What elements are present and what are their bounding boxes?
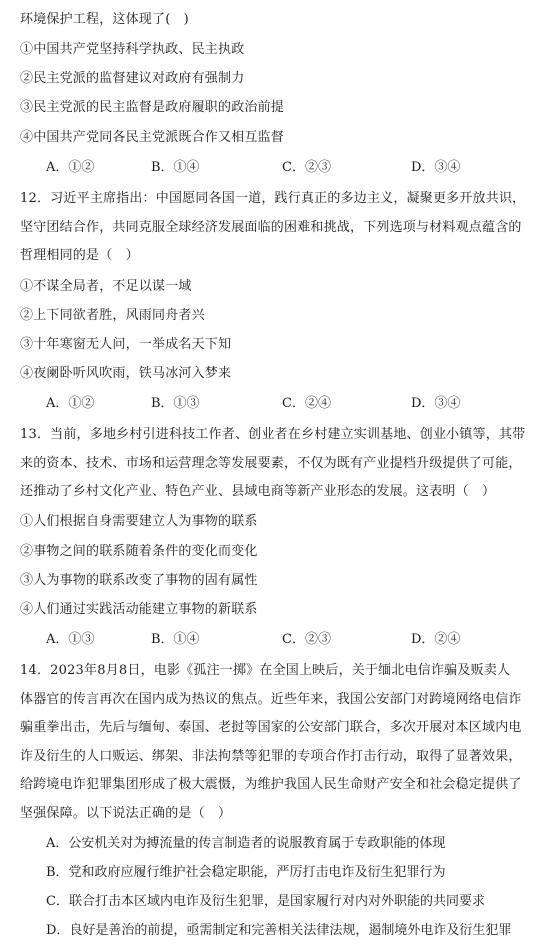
q12-stem-line-3: 哲理相同的是（ ） (20, 248, 139, 263)
q11-item-3: ③民主党派的民主监督是政府履职的政治前提 (20, 100, 285, 115)
q13-item-1: ①人们根据自身需要建立人为事物的联系 (20, 514, 258, 529)
q14-stem-line-4: 诈及衍生的人口贩运、绑架、非法拘禁等犯罪的专项合作打击行动，取得了显著效果， (20, 749, 522, 764)
q13-option-a[interactable]: A．①③ (46, 632, 95, 647)
q12-item-4: ④夜阑卧听风吹雨，铁马冰河入梦来 (20, 366, 232, 381)
q14-option-a[interactable]: A．公安机关对为搏流量的传言制造者的说服教育属于专政职能的体现 (46, 836, 446, 851)
q14-stem-line-3: 骗重拳出击，先后与缅甸、泰国、老挝等国家的公安部门联合，多次开展对本区域内电 (20, 720, 522, 735)
q14-option-b[interactable]: B．党和政府应履行维护社会稳定职能，严厉打击电诈及衍生犯罪行为 (46, 865, 446, 880)
q13-item-4: ④人们通过实践活动能建立事物的新联系 (20, 602, 258, 617)
q11-option-d[interactable]: D．③④ (411, 160, 461, 175)
q13-option-c[interactable]: C．②③ (282, 632, 331, 647)
q14-stem-line-6: 坚强保障。以下说法正确的是（ ） (20, 806, 232, 821)
q13-stem-line-1: 13．当前，多地乡村引进科技工作者、创业者在乡村建立实训基地、创业小镇等，其带 (20, 427, 526, 442)
q12-item-2: ②上下同欲者胜，风雨同舟者兴 (20, 308, 205, 323)
q12-option-d[interactable]: D．③④ (411, 396, 461, 411)
q11-option-b[interactable]: B．①④ (151, 160, 200, 175)
q13-item-2: ②事物之间的联系随着条件的变化而变化 (20, 544, 258, 559)
q13-stem-line-2: 来的资本、技术、市场和运营理念等发展要素，不仅为既有产业提档升级提供了可能， (20, 456, 522, 471)
q11-item-1: ①中国共产党坚持科学执政、民主执政 (20, 42, 245, 57)
q13-stem-line-3: 还推动了乡村文化产业、特色产业、县域电商等新产业形态的发展。这表明（ ） (20, 484, 496, 499)
q11-item-4: ④中国共产党同各民主党派既合作又相互监督 (20, 130, 285, 145)
q13-option-d[interactable]: D．②④ (411, 632, 461, 647)
q12-option-c[interactable]: C．②④ (282, 396, 331, 411)
q12-stem-line-2: 坚守团结合作，共同克服全球经济发展面临的困难和挑战，下列选项与材料观点蕴含的 (20, 220, 522, 235)
q13-option-b[interactable]: B．①④ (151, 632, 200, 647)
q11-item-2: ②民主党派的监督建议对政府有强制力 (20, 71, 245, 86)
q12-option-b[interactable]: B．①③ (151, 396, 200, 411)
q14-option-c[interactable]: C．联合打击本区域内电诈及衍生犯罪，是国家履行对内对外职能的共同要求 (46, 894, 485, 909)
q11-stem-tail: 环境保护工程，这体现了( ) (20, 12, 189, 27)
q12-item-1: ①不谋全局者，不足以谋一域 (20, 279, 192, 294)
q14-stem-line-2: 体器官的传言再次在国内成为热议的焦点。近些年来，我国公安部门对跨境网络电信诈 (20, 692, 522, 707)
q12-stem-line-1: 12．习近平主席指出：中国愿同各国一道，践行真正的多边主义，凝聚更多开放共识， (20, 191, 526, 206)
q13-item-3: ③人为事物的联系改变了事物的固有属性 (20, 573, 258, 588)
q11-option-c[interactable]: C．②③ (282, 160, 331, 175)
q14-stem-line-1: 14．2023年8月8日，电影《孤注一掷》在全国上映后，关于缅北电信诈骗及贩卖人 (20, 663, 511, 678)
q11-option-a[interactable]: A．①② (46, 160, 95, 175)
q12-item-3: ③十年寒窗无人问，一举成名天下知 (20, 337, 232, 352)
q12-option-a[interactable]: A．①② (46, 396, 95, 411)
q14-stem-line-5: 给跨境电诈犯罪集团形成了极大震慑，为维护我国人民生命财产安全和社会稳定提供了 (20, 777, 522, 792)
q14-option-d[interactable]: D．良好是善治的前提，亟需制定和完善相关法律法规，遏制境外电诈及衍生犯罪 (46, 923, 512, 938)
